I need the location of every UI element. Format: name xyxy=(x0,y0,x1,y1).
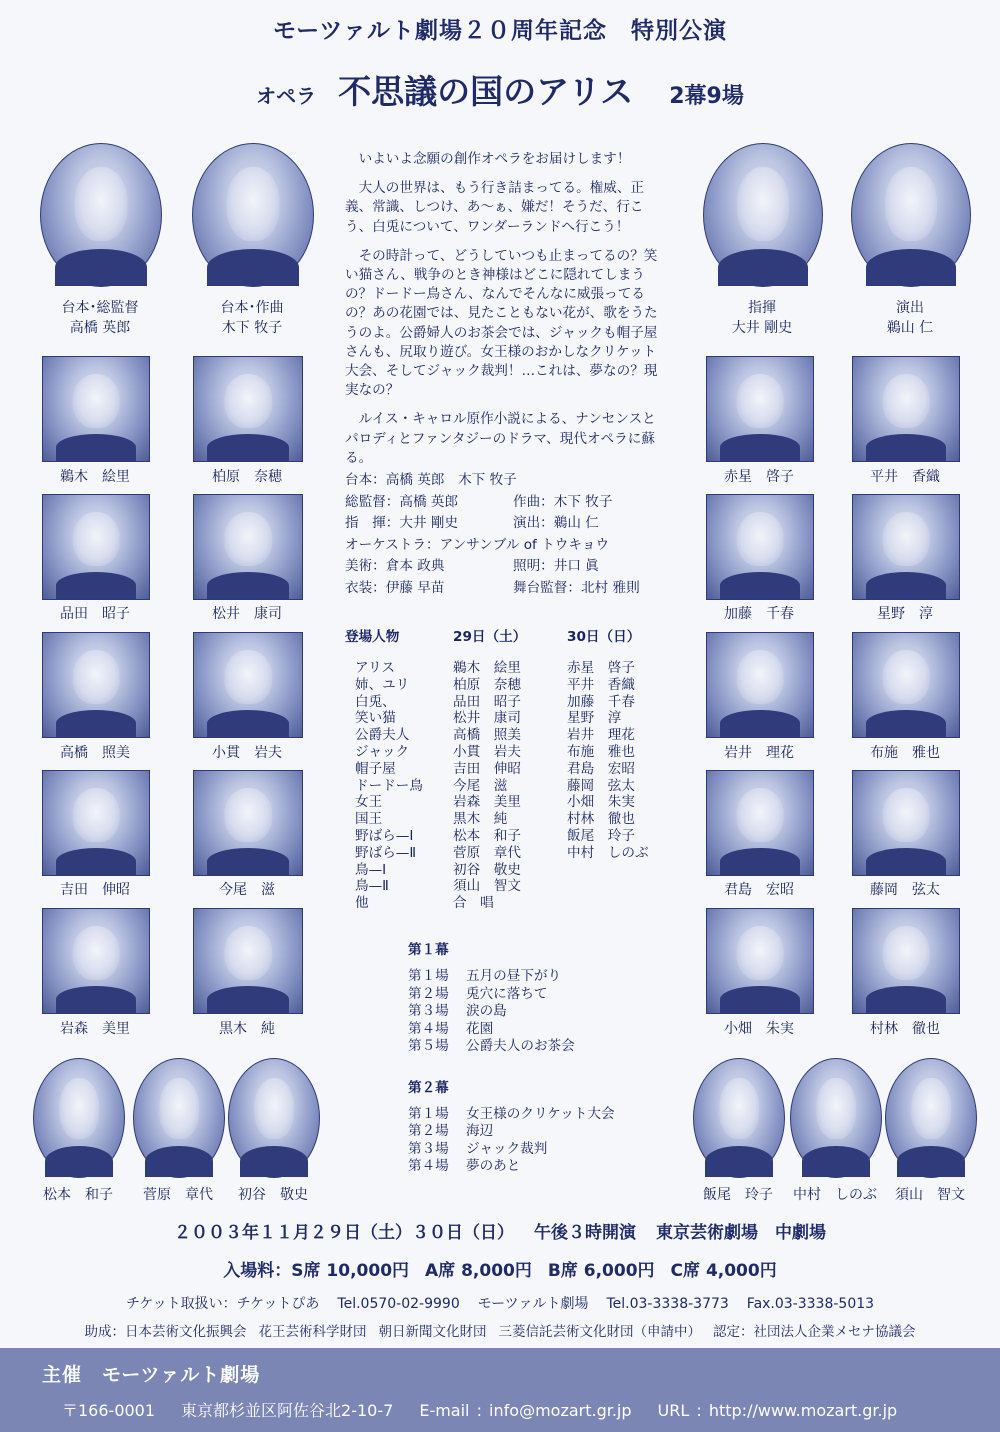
portrait-iio-reiko xyxy=(693,1058,785,1178)
scene-list xyxy=(408,940,688,1176)
portrait-kashiwabara-naho xyxy=(193,356,303,462)
price-label: 入場料： xyxy=(223,1261,292,1281)
sponsor-2: 花王芸術科学財団 xyxy=(258,1324,367,1340)
portrait-matsumoto-kazuko xyxy=(33,1058,125,1178)
ticket-contacts xyxy=(0,1293,1000,1313)
caption-iwamori: 岩森 美里 xyxy=(60,1021,130,1037)
cast-row: 姉、ユリ 柏原 奈穂 平井 香織 xyxy=(355,676,635,693)
portrait-kinoshita-makiko xyxy=(192,143,314,287)
ticket-prices xyxy=(0,1256,1000,1281)
credit-right: 照明：井口 眞 xyxy=(513,558,599,575)
caption-kashiwabara: 柏原 奈穂 xyxy=(212,469,282,485)
price-c: C席 4,000円 xyxy=(670,1261,777,1281)
caption-kimishima: 君島 宏昭 xyxy=(724,882,794,898)
performance-venue: 東京芸術劇場 中劇場 xyxy=(656,1223,826,1243)
intro-text xyxy=(345,150,663,478)
credit-left: オーケストラ：アンサンブル of トウキョウ xyxy=(345,536,610,553)
website-url[interactable]: URL : http://www.mozart.gr.jp xyxy=(657,1401,898,1420)
portrait-kato-chiharu xyxy=(706,494,814,600)
scene-row: 第４場 花園 xyxy=(408,1020,494,1037)
cast-header-row xyxy=(345,630,675,660)
caption-takahashi-terumi: 高橋 照美 xyxy=(60,745,130,761)
scene-row: 第２場 兎穴に落ちて xyxy=(408,985,548,1002)
act-title: 第１幕 xyxy=(408,942,449,958)
cast-row: アリス 鵜木 絵里 赤星 啓子 xyxy=(355,660,635,676)
caption-takahashi: 台本･総監督 高橋 英郎 xyxy=(61,300,139,336)
credit-left: 指 揮：大井 剛史 xyxy=(345,515,459,532)
credit-left: 衣装：伊藤 早苗 xyxy=(345,579,445,596)
cast-header-day2: 30日（日） xyxy=(567,629,641,645)
caption-unoki: 鵜木 絵里 xyxy=(60,469,130,485)
intro-paragraph: その時計って、どうしていつも止まってるの？笑い猫さん、戦争のとき神様はどこに隠れてしまうの？ドードー鳥さん、なんでそんなに威張ってるの？あの花園では、見たこともない花が、歌をうたうのよ。公爵婦人のお茶会では、ジャックも帽子屋さんも、尻取り遊び。女王様のおかしなクリケット大会、そしてジャック裁判！…これは、夢なの？現実なの？ xyxy=(345,247,658,399)
portrait-kuroki-jun xyxy=(193,908,303,1014)
credit-right: 作曲：木下 牧子 xyxy=(513,493,613,510)
opera-title-line xyxy=(0,66,1000,113)
cast-row: ジャック 小貫 岩夫 布施 雅也 xyxy=(355,743,635,760)
portrait-takahashi-hideo xyxy=(40,143,162,287)
cast-row: 白兎、 品田 昭子 加藤 千春 xyxy=(355,693,635,710)
caption-suyama: 須山 智文 xyxy=(895,1187,965,1203)
caption-kato: 加藤 千春 xyxy=(724,606,794,622)
credit-left: 総監督：高橋 英郎 xyxy=(345,493,459,510)
email[interactable]: E-mail : info@mozart.gr.jp xyxy=(419,1401,632,1420)
caption-iwai: 岩井 理花 xyxy=(724,745,794,761)
caption-nakamura: 中村 しのぶ xyxy=(793,1187,877,1203)
credit-right: 演出：鵜山 仁 xyxy=(513,515,599,532)
intro-paragraph: 大人の世界は、もう行き詰まってる。権威、正義、常識、しつけ、あ〜ぁ、嫌だ！そうだ、行こう、白兎について、ワンダーランドへ行こう！ xyxy=(345,180,645,235)
caption-sugawara: 菅原 章代 xyxy=(143,1187,213,1203)
price-s: S席 10,000円 xyxy=(291,1261,410,1281)
scene-row: 第５場 公爵夫人のお茶会 xyxy=(408,1038,575,1054)
performance-time: 午後３時開演 xyxy=(534,1223,636,1243)
sponsor-3: 朝日新聞文化財団 xyxy=(378,1324,487,1340)
portrait-takahashi-terumi xyxy=(42,632,150,738)
caption-fuse: 布施 雅也 xyxy=(870,745,940,761)
ticket-agency: チケット取扱い：チケットぴあ xyxy=(125,1296,320,1312)
footer-band xyxy=(0,1348,1000,1432)
performance-info xyxy=(0,1218,1000,1243)
caption-yoshida: 吉田 伸昭 xyxy=(60,882,130,898)
caption-shinada: 品田 昭子 xyxy=(60,606,130,622)
portrait-hirai-kaori xyxy=(852,356,960,462)
scene-row: 第４場 夢のあと xyxy=(408,1158,521,1174)
portrait-iwamori-misato xyxy=(42,908,150,1014)
portrait-onuki-iwao xyxy=(193,632,303,738)
portrait-matsui-koji xyxy=(193,494,303,600)
cast-row: 女王 岩森 美里 小畑 朱実 xyxy=(355,794,635,811)
act-title: 第２幕 xyxy=(408,1079,449,1096)
portrait-hoshino-jun xyxy=(852,494,960,600)
cast-row: 帽子屋 吉田 伸昭 君島 宏昭 xyxy=(355,760,635,777)
caption-matsui: 松井 康司 xyxy=(212,606,282,622)
cast-row: 公爵夫人 高橋 照美 岩井 理花 xyxy=(355,727,635,744)
certification: 認定：社団法人企業メセナ協議会 xyxy=(713,1324,916,1340)
cast-row: 野ばら—Ⅰ 松本 和子 飯尾 玲子 xyxy=(355,827,635,844)
caption-murabayashi: 村林 徹也 xyxy=(870,1021,940,1037)
caption-fujioka: 藤岡 弦太 xyxy=(870,882,940,898)
staff-credits xyxy=(345,470,665,600)
portrait-akaboshi-keiko xyxy=(706,356,814,462)
sponsor-4: 三菱信託芸術文化財団（申請中） xyxy=(498,1324,701,1340)
cast-row: 他 合 唱 xyxy=(355,895,494,912)
portrait-imao-shigeru xyxy=(193,770,303,876)
cast-header-role: 登場人物 xyxy=(345,629,400,645)
performance-dates: ２００３年１１月２９日（土）３０日（日） xyxy=(174,1223,514,1243)
theater-name: モーツァルト劇場 xyxy=(477,1296,589,1312)
address: 東京都杉並区阿佐谷北2-10-7 xyxy=(181,1401,394,1420)
title-prefix: オペラ xyxy=(256,84,317,108)
portrait-sugawara-akiyo xyxy=(133,1058,225,1178)
portrait-obata-akemi xyxy=(706,908,814,1014)
caption-kinoshita: 台本･作曲 木下 牧子 xyxy=(220,300,284,336)
caption-hirai: 平井 香織 xyxy=(870,469,940,485)
credit-left: 台本：高橋 英郎 木下 牧子 xyxy=(345,472,517,488)
credit-left: 美術：倉本 政典 xyxy=(345,558,445,575)
cast-table xyxy=(345,630,675,912)
scene-row: 第１場 五月の昼下がり xyxy=(408,968,562,984)
portrait-oi-tsuyoshi xyxy=(703,143,823,287)
caption-kuroki: 黒木 純 xyxy=(219,1021,275,1037)
portrait-unoki-eri xyxy=(42,356,150,462)
acts-scenes: 2幕9場 xyxy=(669,84,744,109)
portrait-murabayashi-tetsuya xyxy=(852,908,960,1014)
price-b: B席 6,000円 xyxy=(547,1261,655,1281)
caption-akaboshi: 赤星 啓子 xyxy=(724,469,794,485)
caption-uyama: 演出 鵜山 仁 xyxy=(886,300,934,336)
intro-paragraph: いよいよ念願の創作オペラをお届けします！ xyxy=(358,151,631,167)
portrait-suyama-tomofumi xyxy=(885,1058,977,1178)
pia-tel: Tel.0570-02-9990 xyxy=(337,1296,460,1312)
portrait-hatsutani-takashi xyxy=(228,1058,320,1178)
organizer: 主催 モーツァルト劇場 xyxy=(42,1364,261,1386)
cast-row: 鳥—Ⅱ 須山 智文 xyxy=(355,878,521,895)
cast-row: ドードー鳥 今尾 滋 藤岡 弦太 xyxy=(355,777,635,794)
event-subtitle: モーツァルト劇場２０周年記念 特別公演 xyxy=(273,18,727,44)
theater-fax: Fax.03-3338-5013 xyxy=(746,1296,875,1312)
cast-row: 鳥—Ⅰ 初谷 敬史 xyxy=(355,861,521,878)
portrait-uyama-hitoshi xyxy=(851,143,971,287)
scene-row: 第３場 涙の島 xyxy=(408,1003,507,1019)
cast-row: 国王 黒木 純 村林 徹也 xyxy=(355,811,635,828)
caption-onuki: 小貫 岩夫 xyxy=(212,745,282,761)
cast-row: 笑い猫 松井 康司 星野 淳 xyxy=(355,710,622,727)
portrait-iwai-rika xyxy=(706,632,814,738)
caption-hoshino: 星野 淳 xyxy=(877,606,933,622)
opera-title: 不思議の国のアリス xyxy=(338,72,634,111)
zip-code: 〒166-0001 xyxy=(62,1401,156,1420)
sponsor-1: 助成：日本芸術文化振興会 xyxy=(84,1324,247,1340)
price-a: A席 8,000円 xyxy=(425,1261,532,1281)
portrait-kimishima-hiroaki xyxy=(706,770,814,876)
scene-row: 第１場 女王様のクリケット大会 xyxy=(408,1105,615,1122)
cast-row: 野ばら—Ⅱ 菅原 章代 中村 しのぶ xyxy=(355,844,649,861)
caption-hatsutani: 初谷 敬史 xyxy=(238,1187,308,1203)
cast-header-day1: 29日（土） xyxy=(453,629,527,645)
portrait-shinada-akiko xyxy=(42,494,150,600)
sponsors xyxy=(0,1320,1000,1340)
portrait-fuse-masaya xyxy=(852,632,960,738)
theater-tel: Tel.03-3338-3773 xyxy=(606,1296,729,1312)
portrait-nakamura-shinobu xyxy=(790,1058,882,1178)
scene-row: 第２場 海辺 xyxy=(408,1123,494,1139)
caption-obata: 小畑 朱実 xyxy=(724,1021,794,1037)
intro-paragraph: ルイス・キャロル原作小説による、ナンセンスとパロディとファンタジーのドラマ、現代オペラに蘇る。 xyxy=(345,411,656,466)
credit-right: 舞台監督：北村 雅則 xyxy=(513,579,640,596)
caption-imao: 今尾 滋 xyxy=(219,882,275,898)
caption-matsumoto: 松本 和子 xyxy=(43,1187,113,1203)
portrait-fujioka-genta xyxy=(852,770,960,876)
caption-oi: 指揮 大井 剛史 xyxy=(731,300,793,336)
scene-row: 第３場 ジャック裁判 xyxy=(408,1140,548,1157)
footer-contact xyxy=(62,1398,897,1421)
caption-iio: 飯尾 玲子 xyxy=(703,1187,773,1203)
portrait-yoshida-nobuaki xyxy=(42,770,150,876)
